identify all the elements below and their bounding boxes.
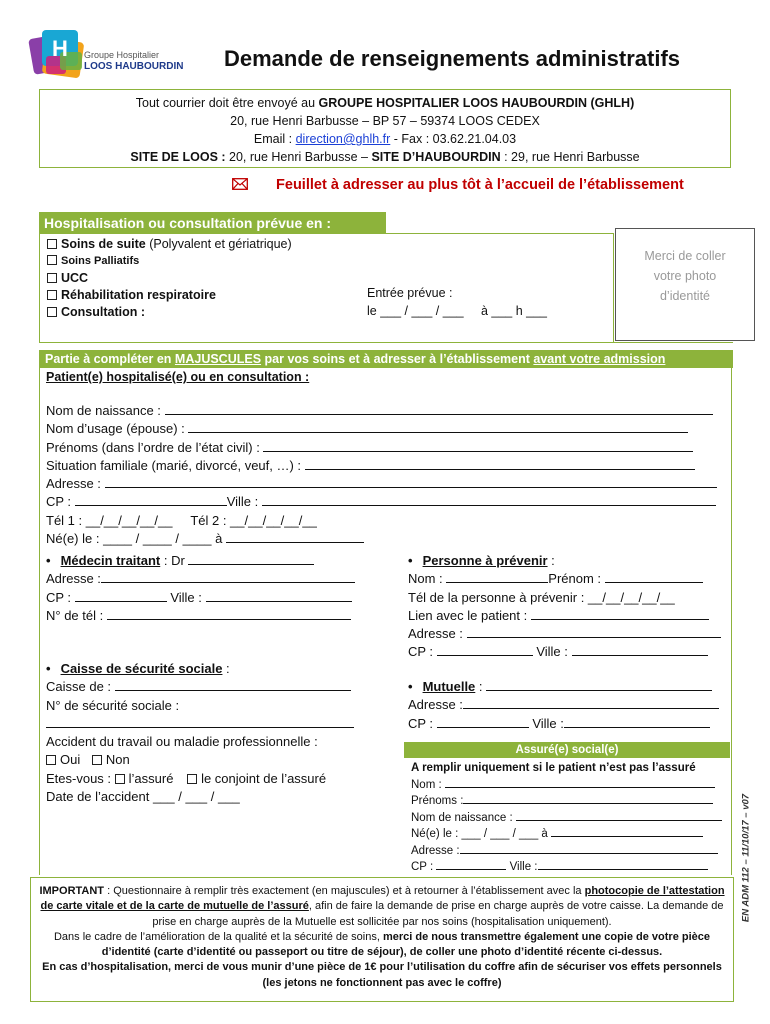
notice: Feuillet à adresser au plus tôt à l’accueil de l’établissement [232, 177, 684, 193]
hospital-section [39, 212, 733, 343]
assure-cp-ville[interactable]: CP : Ville : [411, 859, 723, 876]
checkbox-icon [47, 239, 57, 249]
field-nom-naissance[interactable]: Nom de naissance : [46, 402, 726, 420]
option-soins-suite[interactable]: Soins de suite (Polyvalent et gériatrique) [47, 236, 292, 253]
logo-line1: Groupe Hospitalier [84, 50, 160, 60]
medecin-cp-ville[interactable]: CP : Ville : [46, 589, 376, 607]
assure-nom-naissance[interactable]: Nom de naissance : [411, 810, 723, 827]
assure-adresse[interactable]: Adresse : [411, 843, 723, 860]
mutuelle-adresse[interactable]: Adresse : [408, 696, 728, 714]
address-box: Tout courrier doit être envoyé au GROUPE HOSPITALIER LOOS HAUBOURDIN (GHLH) 20, rue Henri Barbusse – BP 57 – 59374 LOOS CEDEX Email : direction@ghlh.fr - Fax : 03.62.21.04.03 SITE DE LOOS : 20, rue Henri Barbusse – SITE D’HAUBOURDIN : 29, rue Henri Barbusse [39, 89, 731, 168]
caisse-accident: Accident du travail ou maladie professionnelle : [46, 734, 318, 750]
logo-line2: LOOS HAUBOURDIN [84, 61, 184, 72]
assure-nom[interactable]: Nom : [411, 777, 723, 794]
option-ucc[interactable]: UCC [47, 270, 292, 287]
personne-cp-ville[interactable]: CP : Ville : [408, 643, 728, 661]
checkbox-icon [92, 755, 102, 765]
mutuelle-block: • Mutuelle : Adresse : CP : Ville : [408, 678, 728, 733]
logo-mark-icon [28, 26, 92, 80]
checkbox-icon [47, 255, 57, 265]
caisse-numero[interactable]: N° de sécurité sociale : [46, 697, 180, 713]
field-prenoms[interactable]: Prénoms (dans l’ordre de l’état civil) : [46, 439, 726, 457]
caisse-de[interactable]: Caisse de : [46, 678, 396, 696]
personne-adresse[interactable]: Adresse : [408, 625, 728, 643]
assure-ne[interactable]: Né(e) le : ___ / ___ / ___ à [411, 826, 723, 843]
caisse-date-accident[interactable]: Date de l’accident ___ / ___ / ___ [46, 789, 240, 805]
checkbox-icon [187, 774, 197, 784]
field-cp-ville[interactable]: CP : Ville : [46, 493, 726, 511]
photo-box[interactable]: Merci de coller votre photo d’identité [615, 228, 755, 341]
option-rehabilitation[interactable]: Réhabilitation respiratoire [47, 287, 292, 304]
caisse-block: • Caisse de sécurité sociale : Caisse de : N° de sécurité sociale : Accident du travail ou maladie professionnelle : Oui Non Etes-vous : l’assuré le conjoint de l’assuré Date de l’accident ___ / ___ / ___ [46, 660, 396, 806]
option-consultation[interactable]: Consultation : [47, 304, 292, 321]
checkbox-icon [46, 755, 56, 765]
page-title: Demande de renseignements administratifs [224, 46, 681, 71]
entry-date-field[interactable]: le ___ / ___ / ___ à ___ h ___ [367, 304, 548, 318]
field-adresse[interactable]: Adresse : [46, 475, 726, 493]
svg-text:H: H [52, 36, 68, 61]
caisse-oui-non[interactable]: Oui Non [46, 751, 396, 769]
personne-nom-prenom[interactable]: Nom : Prénom : [408, 570, 728, 588]
important-box: IMPORTANT : Questionnaire à remplir très exactement (en majuscules) et à retourner à l’établissement avec la photocopie de l’attestation de carte vitale et de la carte de mutuelle de l’assuré, afin de faire la demande de prise en charge auprès de votre caisse. La demande de prise en charge auprès de la Mutuelle est sollicitée par nos soins (hospitalisation uniquement). Dans le cadre de l’amélioration de la qualité et la sécurité de soins, merci de nous transmettre également une copie de votre pièce d’identité (carte d’identité ou passeport ou titre de séjour), de coller une photo d’identité récente ci-dessus. En cas d’hospitalisation, merci de vous munir d’une pièce de 1€ pour l’utilisation du coffre afin de sécuriser vos effets personnels (les jetons ne fonctionnent pas avec le coffre) [30, 877, 734, 1002]
medecin-tel[interactable]: N° de tél : [46, 607, 376, 625]
checkbox-icon [47, 290, 57, 300]
field-ne-le[interactable]: Né(e) le : ____ / ____ / ____ à [46, 530, 726, 548]
field-telephones[interactable]: Tél 1 : __/__/__/__/__ Tél 2 : __/__/__/__/__ [46, 512, 317, 528]
checkbox-icon [47, 307, 57, 317]
personne-block: • Personne à prévenir : Nom : Prénom : Tél de la personne à prévenir : __/__/__/__/__ Lien avec le patient : Adresse : CP : Ville : [408, 552, 728, 662]
personne-tel[interactable]: Tél de la personne à prévenir : __/__/__/__/__ [408, 589, 675, 605]
medecin-adresse[interactable]: Adresse : [46, 570, 376, 588]
assure-prenoms[interactable]: Prénoms : [411, 793, 723, 810]
ghlh-logo [28, 26, 198, 82]
caisse-etes-vous[interactable]: Etes-vous : l’assuré le conjoint de l’assuré [46, 770, 327, 786]
checkbox-icon [47, 273, 57, 283]
medecin-block: • Médecin traitant : Dr Adresse : CP : Ville : N° de tél : [46, 552, 376, 625]
personne-lien[interactable]: Lien avec le patient : [408, 607, 728, 625]
patient-subtitle: Patient(e) hospitalisé(e) ou en consultation : [46, 370, 310, 384]
field-nom-usage[interactable]: Nom d’usage (épouse) : [46, 420, 726, 438]
field-situation[interactable]: Situation familiale (marié, divorcé, veuf, …) : [46, 457, 726, 475]
entry-label: Entrée prévue : [367, 286, 453, 300]
checkbox-icon [115, 774, 125, 784]
option-soins-palliatifs[interactable]: Soins Palliatifs [47, 253, 292, 270]
email-link[interactable]: direction@ghlh.fr [295, 132, 391, 146]
patient-band: Partie à compléter en MAJUSCULES par vos soins et à adresser à l’établissement avant votre admission [39, 350, 733, 368]
assure-heading: Assuré(e) social(e) [404, 742, 730, 758]
mutuelle-cp-ville[interactable]: CP : Ville : [408, 715, 728, 733]
document-reference: EN ADM 112 – 11/10/17 – v07 [740, 793, 752, 923]
hospital-heading: Hospitalisation ou consultation prévue en : [39, 212, 386, 234]
assure-block: A remplir uniquement si le patient n’est pas l’assuré Nom : Prénoms : Nom de naissance : Né(e) le : ___ / ___ / ___ à Adresse : CP : Ville : [411, 760, 723, 876]
envelope-icon [232, 178, 248, 190]
patient-fields [46, 402, 726, 548]
